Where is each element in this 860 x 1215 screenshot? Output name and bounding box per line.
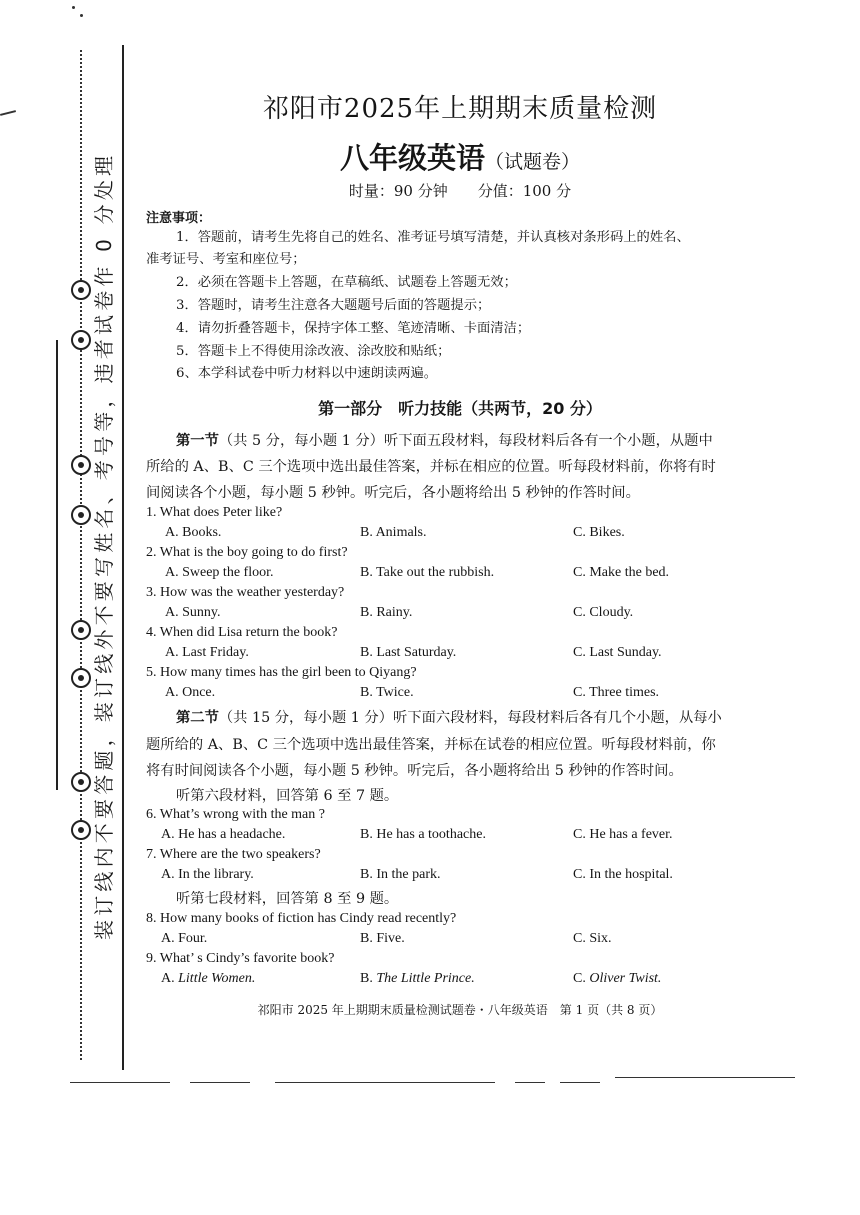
option-a: A. Last Friday. (165, 645, 249, 660)
option-b: B. He has a toothache. (360, 827, 486, 842)
option-c: C. Three times. (573, 685, 660, 700)
subject-suffix: （试题卷） (485, 151, 581, 173)
question-stem: 8. How many books of fiction has Cindy read recently? (146, 911, 457, 926)
option-c: C. He has a fever. (573, 827, 673, 842)
question-stem: 7. Where are the two speakers? (146, 847, 321, 862)
option-a: A. Four. (161, 931, 208, 946)
notice-item: 1．答题前，请考生先将自己的姓名、准考证号填写清楚，并认真核对条形码上的姓名、 (176, 230, 690, 245)
scan-mark (72, 6, 75, 9)
time-score: 时量：90 分钟 分值：100 分 (348, 182, 572, 200)
option-c: C. Cloudy. (573, 605, 634, 620)
dotted-binding-line (80, 50, 82, 1060)
exam-title: 祁阳市2025年上期期末质量检测 (262, 94, 658, 124)
notice-item: 6、本学科试卷中听力材料以中速朗读两遍。 (176, 366, 438, 381)
notice-item: 5．答题卡上不得使用涂改液、涂改胶和贴纸； (176, 344, 451, 359)
option-c: C. Oliver Twist. (573, 971, 662, 986)
option-c: C. Make the bed. (573, 565, 670, 580)
cut-line (560, 1082, 600, 1083)
scan-mark (0, 110, 16, 116)
option-b: B. In the park. (360, 867, 441, 882)
page-footer: 祁阳市 2025 年上期期末质量检测试题卷・八年级英语 第 1 页（共 8 页） (257, 1003, 663, 1017)
question-stem: 2. What is the boy going to do first? (146, 545, 348, 560)
option-b: B. Five. (360, 931, 405, 946)
option-b: B. The Little Prince. (360, 971, 475, 986)
option-b: B. Take out the rubbish. (360, 565, 495, 580)
option-a: A. Little Women. (161, 971, 256, 986)
subject-title: 八年级英语 (339, 141, 485, 175)
question-stem: 4. When did Lisa return the book? (146, 625, 338, 640)
solid-binding-line (122, 45, 124, 1070)
option-c: C. Last Sunday. (573, 645, 662, 660)
part-heading: 第一部分 听力技能（共两节，20 分） (318, 399, 602, 418)
cut-line (70, 1082, 170, 1083)
section-label: 第一节 (176, 433, 219, 449)
option-a: A. He has a headache. (161, 827, 286, 842)
option-b: B. Twice. (360, 685, 414, 700)
subject-line (140, 136, 780, 177)
section-label: 第二节 (176, 710, 219, 726)
scan-mark (80, 14, 83, 17)
question-stem: 9. What’ s Cindy’s favorite book? (146, 951, 335, 966)
section-intro-line: 第二节（共 15 分，每小题 1 分）听下面六段材料，每段材料后各有几个小题，从每小 (176, 710, 722, 726)
option-a: A. Sweep the floor. (165, 565, 274, 580)
section-intro-line: 题所给的 A、B、C 三个选项中选出最佳答案，并标在试卷的相应位置。听每段材料前，你 (146, 737, 716, 753)
notice-heading: 注意事项： (146, 211, 212, 226)
section-intro-line: 间阅读各个小题，每小题 5 秒钟。听完后，各小题将给出 5 秒钟的作答时间。 (146, 485, 640, 501)
notice-item: 4．请勿折叠答题卡，保持字体工整、笔迹清晰、卡面清洁； (176, 321, 531, 336)
notice-item: 2．必须在答题卡上答题，在草稿纸、试题卷上答题无效； (176, 275, 517, 290)
book-title: Little Women. (178, 971, 256, 986)
cut-line (515, 1082, 545, 1083)
material-instruction: 听第六段材料，回答第 6 至 7 题。 (176, 788, 399, 804)
option-a: A. In the library. (161, 867, 254, 882)
section-intro-line: 所给的 A、B、C 三个选项中选出最佳答案，并标在相应的位置。听每段材料前，你将有时 (146, 459, 716, 475)
option-b: B. Last Saturday. (360, 645, 457, 660)
section-intro-line: 第一节（共 5 分，每小题 1 分）听下面五段材料，每段材料后各有一个小题，从题中 (176, 433, 713, 449)
material-instruction: 听第七段材料，回答第 8 至 9 题。 (176, 891, 399, 907)
option-b: B. Rainy. (360, 605, 413, 620)
book-title: The Little Prince. (376, 971, 475, 986)
notice-item: 准考证号、考室和座位号； (146, 252, 306, 267)
option-c: C. Bikes. (573, 525, 625, 540)
section-intro-line: 将有时间阅读各个小题，每小题 5 秒钟。听完后，各小题将给出 5 秒钟的作答时间。 (146, 763, 683, 779)
question-stem: 5. How many times has the girl been to Qiyang? (146, 665, 417, 680)
cut-line (615, 1077, 795, 1078)
cut-line (190, 1082, 250, 1083)
notice-item: 3．答题时，请考生注意各大题题号后面的答题提示； (176, 298, 491, 313)
question-stem: 6. What’s wrong with the man ? (146, 807, 325, 822)
option-c: C. In the hospital. (573, 867, 673, 882)
option-a: A. Once. (165, 685, 216, 700)
option-c: C. Six. (573, 931, 612, 946)
option-b: B. Animals. (360, 525, 427, 540)
question-stem: 1. What does Peter like? (146, 505, 283, 520)
binding-warning: 装订线内不要答题，装订线外不要写姓名、考号等，违者试卷作 0 分处理 (92, 151, 116, 940)
binding-bracket (56, 340, 58, 790)
cut-line (275, 1082, 495, 1083)
book-title: Oliver Twist. (589, 971, 662, 986)
question-stem: 3. How was the weather yesterday? (146, 585, 345, 600)
option-a: A. Books. (165, 525, 222, 540)
option-a: A. Sunny. (165, 605, 221, 620)
